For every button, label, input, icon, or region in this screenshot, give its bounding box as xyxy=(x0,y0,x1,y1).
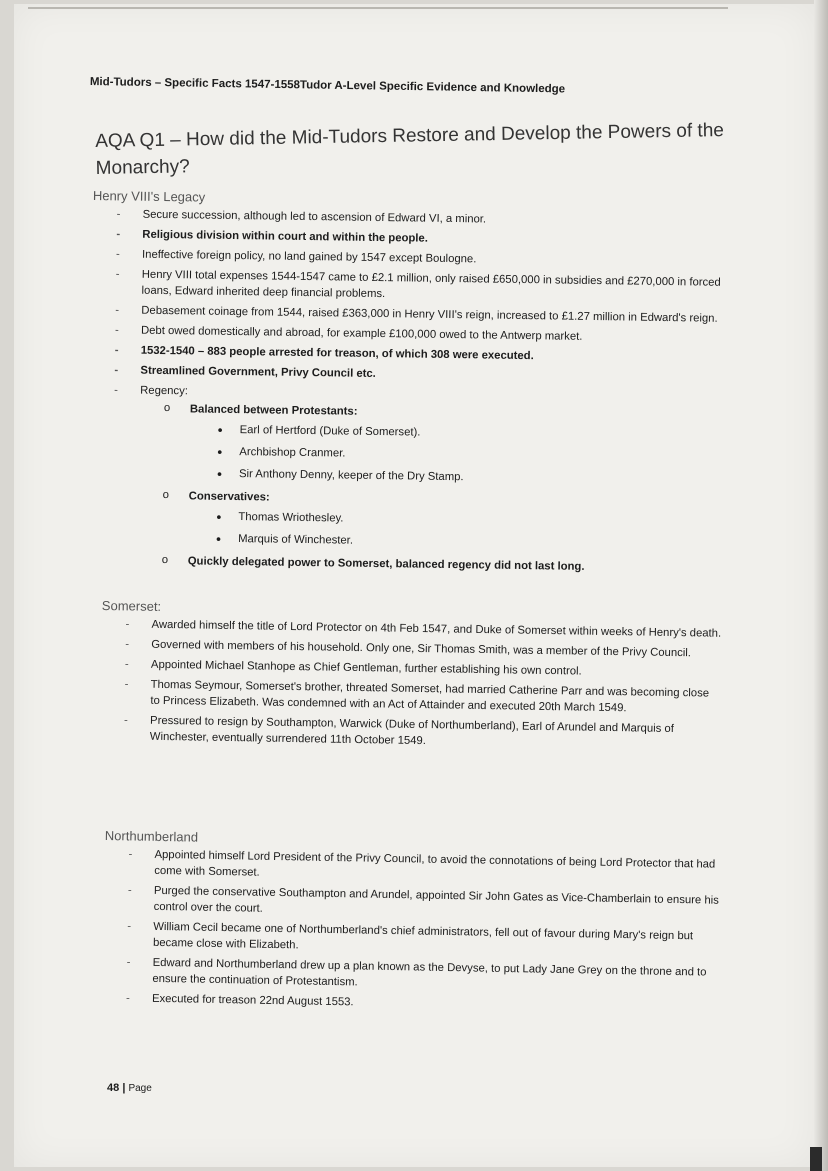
list-item: - Streamlined Government, Privy Council etc. xyxy=(140,363,730,387)
section-heading-henry: Henry VIII's Legacy xyxy=(92,188,206,205)
list-item: - Henry VIII total expenses 1544-1547 came to £2.1 million, only raised £650,000 in subsidies and £270,000 in forced loans, Edward inherited deep financial problems. xyxy=(141,267,731,307)
list-item: • Sir Anthony Denny, keeper of the Dry Stamp. xyxy=(239,466,729,489)
section-heading-somerset: Somerset: xyxy=(101,598,162,614)
list-item: - Secure succession, although led to ascension of Edward VI, a minor. xyxy=(143,207,733,231)
list-item xyxy=(138,383,731,577)
page-footer xyxy=(107,1082,152,1094)
conservatives-list xyxy=(188,508,728,554)
list-item: - 1532-1540 – 883 people arrested for treason, of which 308 were executed. xyxy=(141,343,731,367)
page-label: Page xyxy=(128,1083,152,1094)
list-item: • Earl of Hertford (Duke of Somerset). xyxy=(240,422,730,445)
list-item: • Marquis of Winchester. xyxy=(238,531,728,554)
regency-label: Regency: xyxy=(140,384,188,398)
page-separator: | xyxy=(122,1082,126,1094)
list-item: - Appointed himself Lord President of the Privy Council, to avoid the connotations of being Lord Protector that had come with Somerset. xyxy=(154,847,724,889)
somerset-list xyxy=(150,617,722,754)
northumberland-list xyxy=(152,847,725,1017)
henry-list xyxy=(138,207,733,577)
list-item: - Debasement coinage from 1544, raised £363,000 in Henry VIII's reign, increased to £1.27 million in Edward's reign. xyxy=(141,303,731,327)
list-item: • Thomas Wriothesley. xyxy=(238,509,728,532)
list-item: - Debt owed domestically and abroad, for example £100,000 owed to the Antwerp market. xyxy=(141,323,731,347)
section-heading-northumberland: Northumberland xyxy=(104,828,199,845)
section-northumberland xyxy=(102,828,745,1021)
list-item: - Ineffective foreign policy, no land gained by 1547 except Boulogne. xyxy=(142,247,732,271)
list-item: - Awarded himself the title of Lord Protector on 4th Feb 1547, and Duke of Somerset within weeks of Henry's death. xyxy=(151,617,721,642)
page-edge-shadow xyxy=(814,0,828,1171)
list-item: - Executed for treason 22nd August 1553. xyxy=(152,991,722,1017)
page-title: AQA Q1 – How did the Mid-Tudors Restore and Develop the Powers of the Monarchy? xyxy=(95,120,725,179)
list-item: o Quickly delegated power to Somerset, balanced regency did not last long. xyxy=(188,553,728,577)
list-item: - Edward and Northumberland drew up a plan known as the Devyse, to put Lady Jane Grey on the throne and to ensure the continuation of Protestantism. xyxy=(152,955,722,997)
list-item: • Archbishop Cranmer. xyxy=(239,444,729,467)
page-corner xyxy=(810,1147,822,1171)
list-item: - Thomas Seymour, Somerset's brother, threated Somerset, had married Catherine Parr and was becoming close to Princess Elizabeth. Was condemned with an Act of Attainder and executed 20th March 1549. xyxy=(150,677,720,718)
section-henry-legacy xyxy=(88,188,733,584)
list-item: - Governed with members of his household. Only one, Sir Thomas Smith, was a member of the Privy Council. xyxy=(151,637,721,662)
list-item: o Balanced between Protestants: • Earl of Hertford (Duke of Somerset). • Archbishop Cranmer. • Sir Anthony Denny, keeper of the Dry Stamp. xyxy=(189,401,730,489)
section-somerset xyxy=(100,598,742,758)
regency-list xyxy=(138,401,730,577)
list-item: - Pressured to resign by Southampton, Warwick (Duke of Northumberland), Earl of Arundel and Marquis of Winchester, eventually surrendered 11th October 1549. xyxy=(150,713,720,754)
page-header: Mid-Tudors – Specific Facts 1547-1558Tudor A-Level Specific Evidence and Knowledge xyxy=(89,76,566,96)
list-item: - William Cecil became one of Northumberland's chief administrators, fell out of favour during Mary's reign but became close with Elizabeth. xyxy=(153,919,723,961)
top-edge-line xyxy=(28,7,728,9)
list-item: - Religious division within court and within the people. xyxy=(142,227,732,251)
protestants-list xyxy=(189,421,730,489)
list-item: o Conservatives: • Thomas Wriothesley. • Marquis of Winchester. xyxy=(188,488,729,554)
page-number: 48 xyxy=(107,1082,120,1094)
list-item: - Appointed Michael Stanhope as Chief Gentleman, further establishing his own control. xyxy=(151,657,721,682)
list-item: - Purged the conservative Southampton and Arundel, appointed Sir John Gates as Vice-Chamberlain to ensure his control over the court. xyxy=(153,883,723,925)
